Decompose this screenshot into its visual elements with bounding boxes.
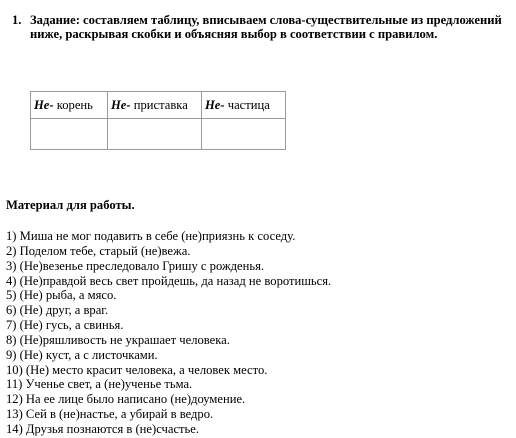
list-item: 7) (Не) гусь, а свинья. (6, 318, 124, 333)
table-cell (202, 119, 286, 150)
list-item: 14) Друзья познаются в (не)счастье. (6, 421, 200, 436)
table-row (31, 119, 286, 150)
list-item: 4) (Не)правдой весь свет пройдешь, да назад не воротишься. (6, 273, 332, 288)
table-cell (31, 119, 108, 150)
header-prefix: Не- (111, 97, 131, 112)
word-table (30, 91, 286, 150)
list-item: 11) Ученье свет, а (не)ученье тьма. (6, 377, 193, 392)
header-label: корень (53, 97, 93, 112)
task-text: Задание: составляем таблицу, вписываем слова-существительные из предложений ниже, раскрывая скобки и объясняя выбор в соответствии с правилом. (30, 13, 502, 41)
header-cell-particle (202, 92, 286, 119)
table-header-row (31, 92, 286, 119)
table-cell (108, 119, 202, 150)
list-item: 1) Миша не мог подавить в себе (не)приязнь к соседу. (6, 229, 296, 243)
header-cell-root (31, 92, 108, 119)
header-cell-prefix (108, 92, 202, 119)
list-item: 2) Поделом тебе, старый (не)вежа. (6, 243, 191, 258)
list-item: 6) (Не) друг, а враг. (6, 303, 109, 318)
task-instruction (12, 13, 508, 41)
list-item: 5) (Не) рыба, а мясо. (6, 288, 117, 303)
header-label: приставка (130, 97, 188, 112)
list-item: 13) Сей в (не)настье, а убирай в ведро. (6, 407, 214, 422)
task-number: 1. (12, 13, 22, 27)
list-item: 8) (Не)ряшливость не украшает человека. (6, 332, 230, 347)
header-prefix: Не- (34, 97, 54, 112)
list-item: 3) (Не)везенье преследовало Гришу с рожденья. (6, 258, 265, 273)
list-item: 12) На ее лице было написано (не)доумение. (6, 392, 246, 407)
material-title: Материал для работы. (6, 198, 135, 212)
header-label: частица (224, 97, 270, 112)
material-list (6, 229, 331, 437)
header-prefix: Не- (205, 97, 225, 112)
list-item: 9) (Не) куст, а с листочками. (6, 347, 158, 362)
list-item: 10) (Не) место красит человека, а человек место. (6, 362, 268, 377)
